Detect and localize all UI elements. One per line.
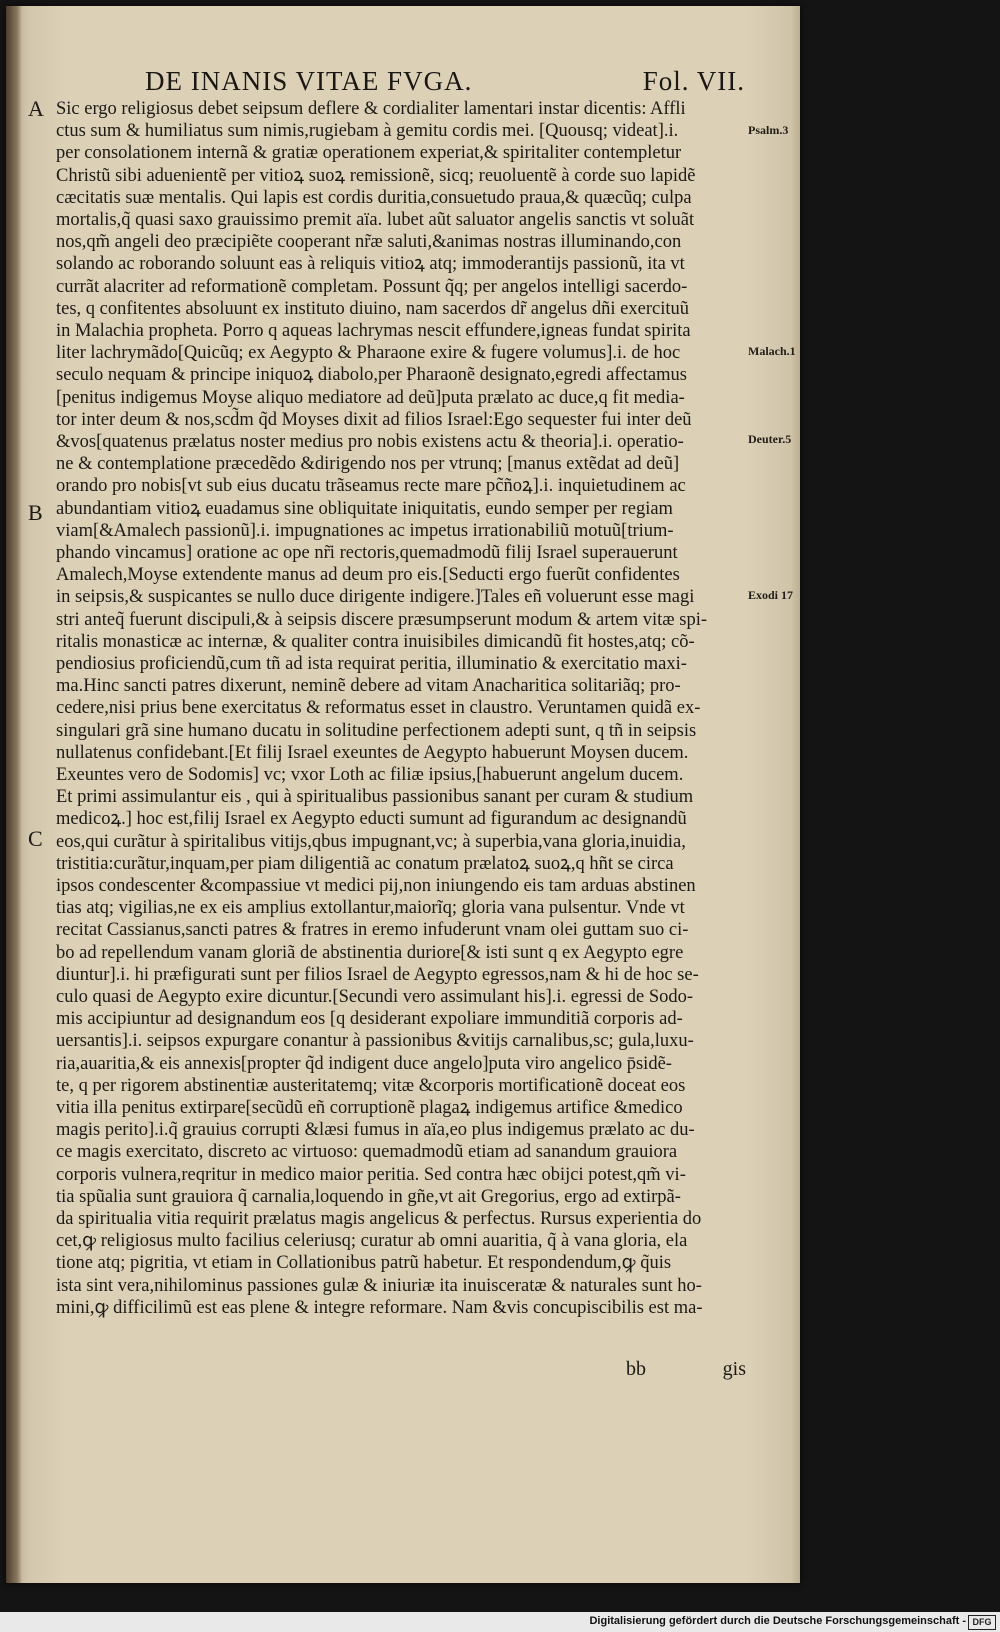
text-line: ria,auaritia,& eis annexis[propter q̃d indigent duce angelo]puta viro angelico p̄sidẽ- [56, 1053, 672, 1074]
text-line: solando ac roborando soluunt eas à reliquis vitioꝝ atq; immoderantijs passionũ, ita vt [56, 254, 685, 275]
text-line: mini,ꝙ difficilimũ est eas plene & integre reformare. Nam &vis concupiscibilis est ma- [56, 1297, 703, 1318]
text-line: eos,qui curãtur à spiritalibus vitijs,qbus impugnant,vc; à superbia,vana gloria,inuidia, [56, 831, 686, 852]
text-line: magis perito].i.q̃ grauius corrupti &læsi fumus in aïa,eo plus indigemus prælato ac du- [56, 1120, 695, 1141]
text-line: singulari grã sine humano ducatu in solitudine perfectionem adepti sunt, q tñ in seipsis [56, 720, 697, 741]
text-line: tione atq; pigritia, vt etiam in Collationibus patrũ habetur. Et respondendum,ꝙ q̃uis [56, 1253, 672, 1274]
text-line: Exeuntes vero de Sodomis] vc; vxor Loth ac filiæ ipsius,[habuerunt angelum ducem. [56, 765, 684, 785]
running-title: DE INANIS VITAE FVGA. [145, 66, 473, 96]
text-line: stri anteq̃ fuerunt discipuli,& à seipsis discere præsumpserunt modum & artem vitæ spi- [56, 609, 707, 630]
text-line: Et primi assimulantur eis , qui à spiritualibus passionibus sanant per curam & studium [56, 787, 694, 808]
section-marker-a: A [28, 96, 44, 121]
text-line: nos,qm̃ angeli deo præcipiẽte cooperant nr̃æ saluti,&animas nostras illuminando,con [56, 232, 682, 253]
text-line: tia spũalia sunt grauiora q̃ carnalia,loquendo in gñe,vt ait Gregorius, ergo ad extirpã- [56, 1186, 681, 1207]
text-line: mis accipiuntur ad designandum eos [q desiderant expoliare immunditiã corporis ad- [56, 1009, 683, 1030]
section-marker-c: C [28, 826, 43, 851]
text-line: phando vincamus] oratione ac ope nr̃i rectoris,quemadmodũ filij Israel superauerunt [56, 543, 678, 563]
signature-line [586, 1358, 746, 1384]
folio-number: Fol. VII. [642, 66, 745, 96]
text-line: te, q per rigorem abstinentiæ austeritatemq; vitæ &corporis mortificationẽ doceat eos [56, 1075, 686, 1096]
text-line: Sic ergo religiosus debet seipsum deflere & cordialiter lamentari instar dicentis: Affli [56, 99, 686, 119]
text-line: corporis vulnera,reqritur in medico maior peritia. Sed contra hæc obijci potest,qm̃ vi- [56, 1164, 686, 1185]
text-line: nullatenus confidebant.[Et filij Israel exeuntes de Aegypto habuerunt Moysen ducem. [56, 742, 689, 763]
text-line: ctus sum & humiliatus sum nimis,rugiebam à gemitu cordis mei. [Quousq; videat].i. [56, 121, 679, 142]
dfg-logo: DFG [968, 1615, 996, 1630]
text-line: recitat Cassianus,sancti patres & fratres in eremo infuderunt vnam olei guttam suo ci- [56, 920, 689, 941]
running-header [145, 66, 745, 100]
text-line: cet,ꝙ religiosus multo facilius celeriusq; curatur ab omni auaritia, q̃ à vana gloria, ela [56, 1231, 688, 1252]
marginal-note: Exodi 17 [748, 588, 794, 602]
text-line: viam[&Amalech passionũ].i. impugnationes ac impetus irrationabiliũ motuũ[trium- [56, 520, 674, 541]
text-line: Christũ sibi aduenientẽ per vitioꝝ suoꝝ remissionẽ, sicq; reuoluentẽ à corde suo lapidẽ [56, 165, 696, 186]
text-line: in Malachia propheta. Porro q aqueas lachrymas nescit effundere,igneas fundat spirita [56, 321, 691, 341]
text-line: ne & contemplatione præcedẽdo &dirigendo nos per vtrunq; [manus extẽdat ad deũ] [56, 454, 680, 475]
marginal-note: Deuter.5 [748, 432, 792, 446]
marginal-note: Psalm.3 [748, 123, 789, 137]
text-line: tor inter deum & nos,scd̃m q̃d Moyses dixit ad filios Israel:Ego sequester fui inter deũ [56, 409, 692, 430]
text-line: ipsos condescenter &compassiue vt medici pij,non iniungendo eis tam arduas abstinen [56, 876, 696, 896]
marginal-note: Malach.1 [748, 344, 796, 358]
section-marker-b: B [28, 500, 43, 525]
text-line: ista sint vera,nihilominus passiones gulæ & iniuriæ ita inuisceratæ & naturales sunt ho- [56, 1275, 702, 1296]
text-line: mortalis,q̃ quasi saxo grauissimo premit aïa. lubet aũt saluator angelis sanctis vt soluãt [56, 210, 695, 230]
text-line: orando pro nobis[vt sub eius ducatu trãseamus recte mare pc̃ñoꝝ].i. inquietudinem ac [56, 476, 686, 497]
text-line: ritalis monasticæ ac internæ, & qualiter contra inuisibiles dimicandũ fit hostes,atq; cõ- [56, 631, 695, 652]
digitization-footer [0, 1612, 1000, 1632]
text-line: cæcitatis suæ mentalis. Qui lapis est cordis duritia,consuetudo praua,& quæcũq; culpa [56, 187, 692, 208]
text-line: cedere,nisi prius bene exercitatus & reformatus esset in claustro. Veruntamen quidã ex- [56, 698, 701, 719]
text-line: abundantiam vitioꝝ euadamus sine obliquitate iniquitatis, eundo semper per regiam [56, 498, 673, 519]
text-line: ma.Hinc sancti patres dixerunt, neminẽ debere ad vitam Anacharitica solitariãq; pro- [56, 676, 681, 697]
text-line: [penitus indigemus Moyse aliquo mediatore ad deũ]puta prælato ac duce,q fit media- [56, 387, 685, 408]
text-line: culo quasi de Aegypto exire dicuntur.[Secundi vero assimulant his].i. egressi de Sodo- [56, 987, 694, 1007]
text-line: tes, q confitentes absoluunt ex instituto diuino, nam sacerdos dr̃ angelus dñi exercituũ [56, 298, 689, 319]
text-line: da spiritualia vitia requirit prælatus magis angelicus & perfectus. Rursus experientia do [56, 1209, 702, 1229]
signature-mark: bb [626, 1358, 646, 1380]
text-line: ce magis exercitato, discreto ac virtuoso: quemadmodũ etiam ad sanandum grauiora [56, 1142, 678, 1163]
text-line: &vos[quatenus prælatus noster medius pro nobis existens actu & theoria].i. operatio- [56, 432, 684, 452]
text-line: tias atq; vigilias,ne ex eis amplius extollantur,maiorĩq; gloria vana pulsentur. Vnde vt [56, 898, 685, 919]
text-line: liter lachrymãdo[Quicũq; ex Aegypto & Pharaone exire & fugere volumus].i. de hoc [56, 343, 681, 364]
text-line: currãt alacriter ad reformationẽ completam. Possunt q̃q; per angelos intelligi sacerdo- [56, 276, 688, 297]
text-line: Amalech,Moyse extendente manus ad deum pro eis.[Seducti ergo fuerũt confidentes [56, 565, 680, 586]
text-line: uersantis].i. seipsos expurgare conantur à passionibus &vitijs carnalibus,sc; gula,luxu- [56, 1031, 694, 1052]
footer-credit: Digitalisierung gefördert durch die Deutsche Forschungsgemeinschaft - [589, 1615, 966, 1627]
text-line: seculo nequam & principe iniquoꝝ diabolo,per Pharaonẽ designato,egredi affectamus [56, 365, 687, 386]
text-line: pendiosius proficiendũ,cum tñ ad ista requirat peritia, illuminatio & exercitatio maxi- [56, 654, 687, 674]
text-line: medicoꝝ.] hoc est,filij Israel ex Aegypto educti sumunt ad figurandum ac designandũ [56, 809, 687, 830]
text-line: bo ad repellendum vanam gloriã de abstinentia duriore[& isti sunt q ex Aegypto egre [56, 942, 684, 963]
text-line: per consolationem internã & gratiæ operationem experiat,& spiritaliter contempletur [56, 143, 682, 164]
text-line: in seipsis,& suspicantes se nullo duce dirigente indigere.]Tales eñ voluerunt esse magi [56, 587, 695, 608]
text-line: diuntur].i. hi præfigurati sunt per filios Israel de Aegypto egressos,nam & hi de hoc se- [56, 964, 699, 985]
catchword: gis [722, 1358, 746, 1380]
text-line: tristitia:curãtur,inquam,per piam diligentiã ac conatum prælatoꝝ suoꝝ,q hñt se circa [56, 853, 674, 874]
text-line: vitia illa penitus extirpare[secũdũ eñ corruptionẽ plagaꝝ indigemus artifice &medico [56, 1098, 683, 1118]
page-binding-shadow [6, 6, 22, 1583]
book-page [6, 6, 800, 1583]
